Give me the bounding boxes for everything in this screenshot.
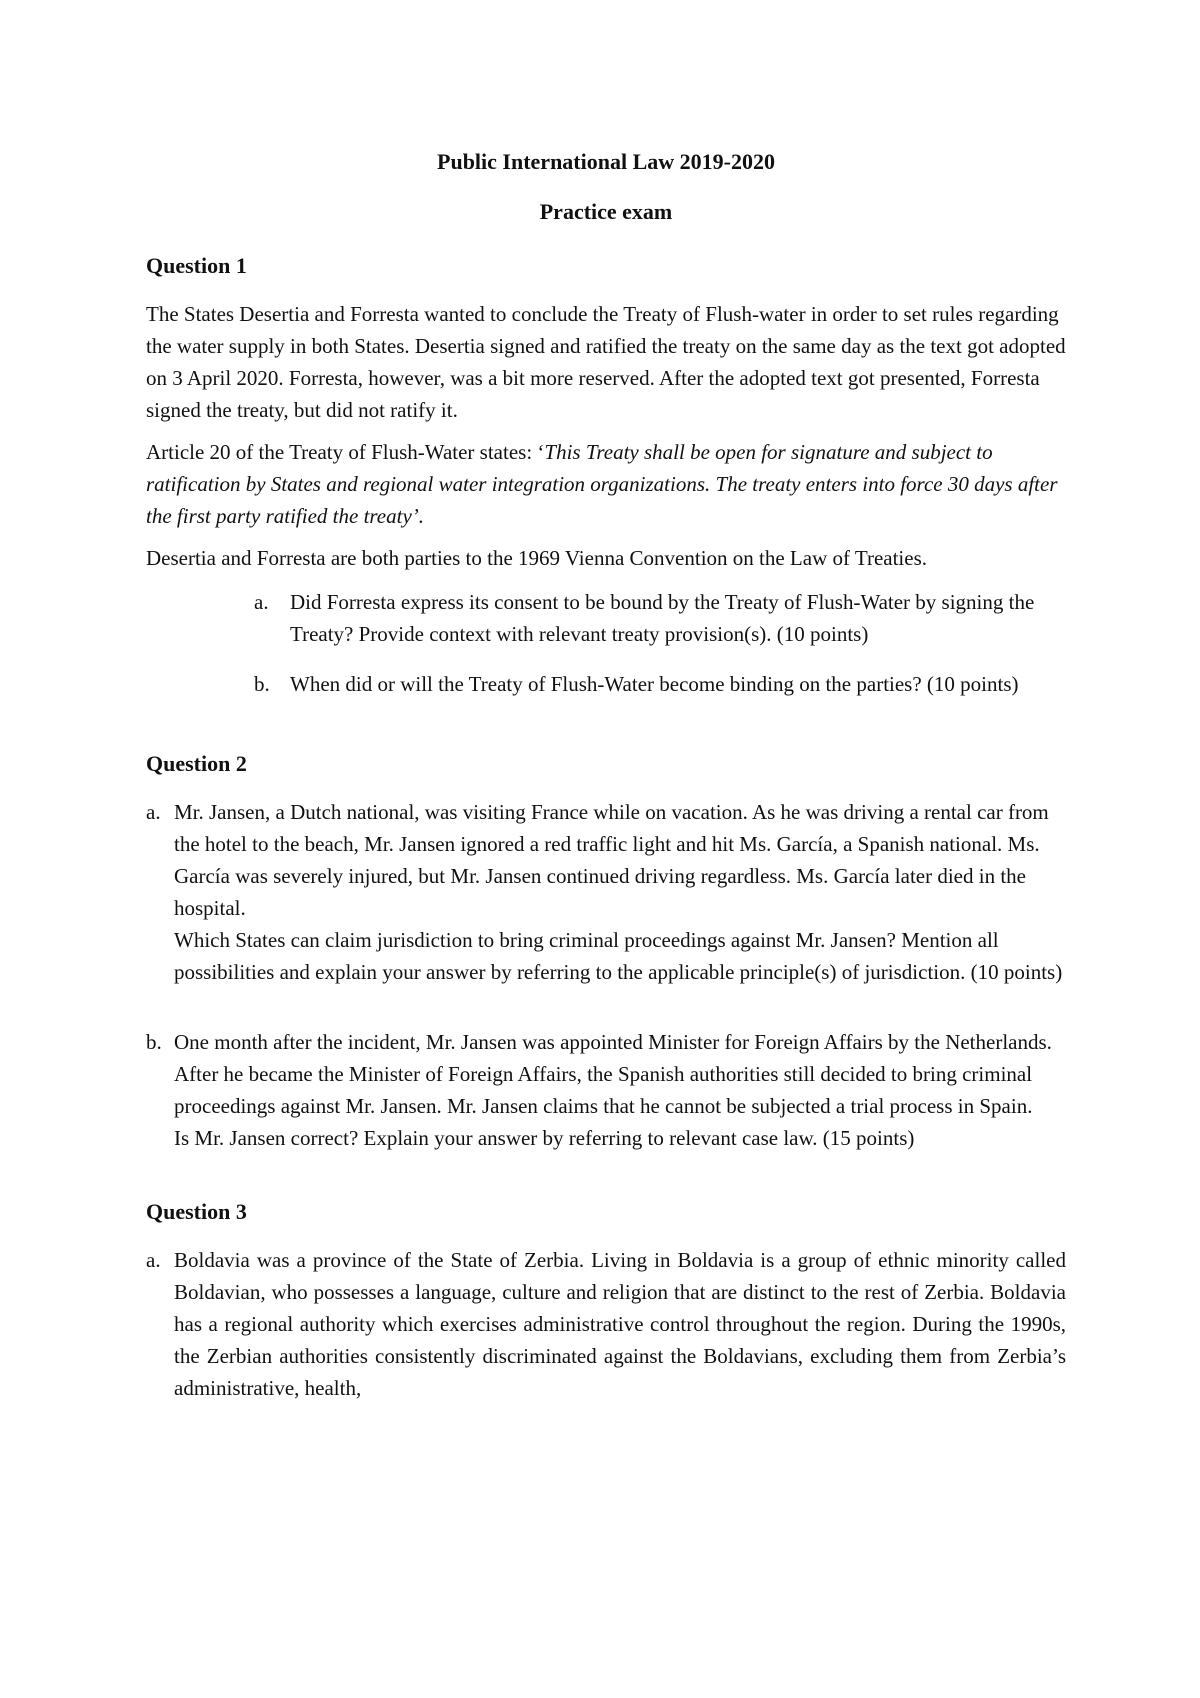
question-2a-label: a. — [146, 800, 161, 824]
spacer — [146, 718, 1066, 748]
article-20-quote: This Treaty shall be open for signature and subject to ratification by States and regional water integration organizations. The treaty enters into force 30 days after the first party ratified the treaty — [146, 440, 1058, 528]
question-2-heading: Question 2 — [146, 751, 247, 776]
question-2b-label: b. — [146, 1030, 162, 1054]
question-1-paragraph-1: The States Desertia and Forresta wanted to conclude the Treaty of Flush-water in order to set rules regarding the water supply in both States. Desertia signed and ratified the treaty on the same day as the text got adopted on 3 April 2020. Forresta, however, was a bit more reserved. After the adopted text got presented, Forresta signed the treaty, but did not ratify it. — [146, 302, 1066, 422]
question-1b-text: When did or will the Treaty of Flush-Water become binding on the parties? (10 points) — [290, 672, 1019, 696]
question-1a-text: Did Forresta express its consent to be bound by the Treaty of Flush-Water by signing the Treaty? Provide context with relevant treaty provision(s). (10 points) — [290, 590, 1035, 646]
spacer — [146, 1154, 1066, 1196]
question-1-paragraph-3: Desertia and Forresta are both parties to the 1969 Vienna Convention on the Law of Treaties. — [146, 546, 927, 570]
question-1b-label: b. — [254, 672, 270, 696]
document-body — [146, 146, 1066, 1404]
question-3a-text: Boldavia was a province of the State of Zerbia. Living in Boldavia is a group of ethnic minority called Boldavian, who possesses a language, culture and religion that are distinct to the rest of Zerbia. Boldavia has a regional authority which exercises administrative control throughout the region. During the 1990s, the Zerbian authorities consistently discriminated against the Boldavians, excluding them from Zerbia’s administrative, health, — [174, 1248, 1066, 1400]
question-2a — [146, 796, 1066, 988]
question-1-subquestions — [146, 586, 1066, 700]
document-subtitle: Practice exam — [539, 199, 673, 224]
question-1-paragraph-2 — [146, 436, 1066, 532]
question-3a-label: a. — [146, 1248, 161, 1272]
question-2 — [146, 748, 1066, 1154]
question-1-heading: Question 1 — [146, 253, 247, 278]
question-2a-text-2: Which States can claim jurisdiction to bring criminal proceedings against Mr. Jansen? Mention all possibilities and explain your answer by referring to the applicable principle(s) of jurisdiction. (10 points) — [174, 928, 1063, 984]
question-2b — [146, 1026, 1066, 1154]
question-3a — [146, 1244, 1066, 1404]
question-3-heading: Question 3 — [146, 1199, 247, 1224]
question-2b-text-2: Is Mr. Jansen correct? Explain your answer by referring to relevant case law. (15 points) — [174, 1126, 915, 1150]
question-1b — [146, 668, 1066, 700]
question-2b-text-1: One month after the incident, Mr. Jansen was appointed Minister for Foreign Affairs by the Netherlands. After he became the Minister of Foreign Affairs, the Spanish authorities still decided to bring criminal proceedings against Mr. Jansen. Mr. Jansen claims that he cannot be subjected a trial process in Spain. — [174, 1030, 1052, 1118]
article-20-quote-end: ’. — [411, 504, 425, 528]
question-1a-label: a. — [254, 590, 269, 614]
question-3 — [146, 1196, 1066, 1404]
article-20-lead: Article 20 of the Treaty of Flush-Water states: ‘ — [146, 440, 545, 464]
question-1a — [146, 586, 1066, 650]
question-2a-text-1: Mr. Jansen, a Dutch national, was visiting France while on vacation. As he was driving a rental car from the hotel to the beach, Mr. Jansen ignored a red traffic light and hit Ms. García, a Spanish national. Ms. García was severely injured, but Mr. Jansen continued driving regardless. Ms. García later died in the hospital. — [174, 800, 1049, 920]
document-title: Public International Law 2019-2020 — [437, 149, 775, 174]
spacer — [146, 988, 1066, 1026]
question-1 — [146, 250, 1066, 700]
